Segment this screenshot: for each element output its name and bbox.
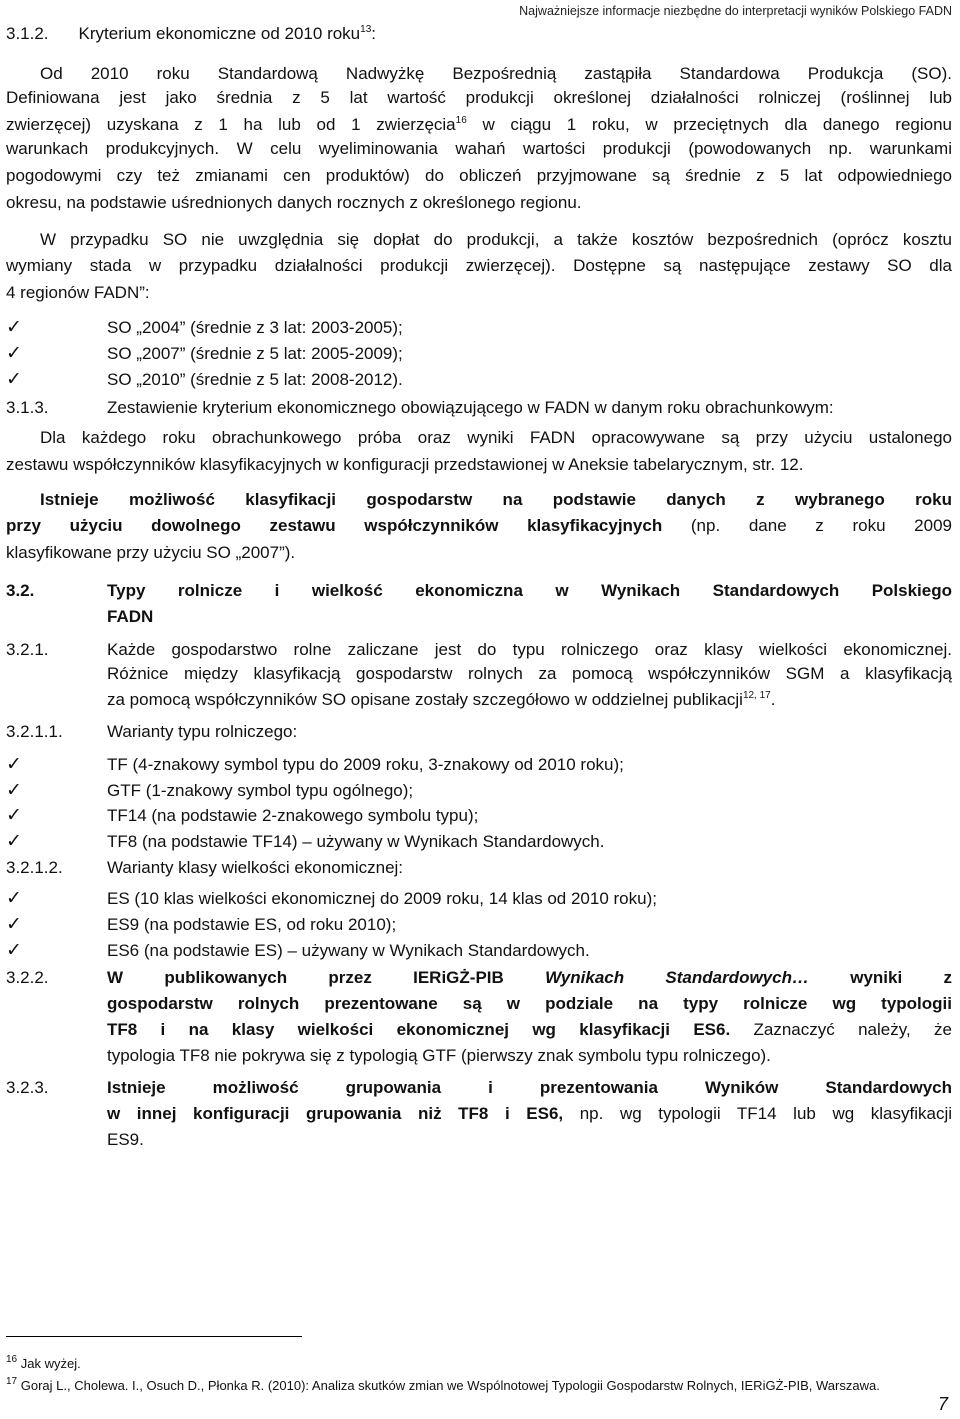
paragraph-line: Istnieje możliwość klasyfikacji gospodarstw na podstawie danych z wybranego roku	[40, 490, 952, 509]
section-title: Warianty klasy wielkości ekonomicznej:	[107, 858, 404, 877]
paragraph-line: warunkach produkcyjnych. W celu wyeliminowania wahań wartości produkcji (powodowanych np. warunkami	[6, 139, 952, 158]
checkmark-icon: ✓	[6, 804, 22, 826]
checkmark-icon: ✓	[6, 913, 22, 935]
list-item: TF (4-znakowy symbol typu do 2009 roku, 3-znakowy od 2010 roku);	[107, 755, 624, 774]
checkmark-icon: ✓	[6, 779, 22, 801]
paragraph-line: gospodarstw rolnych prezentowane są w podziale na typy rolnicze wg typologii	[107, 994, 952, 1013]
running-header: Najważniejsze informacje niezbędne do interpretacji wyników Polskiego FADN	[519, 4, 952, 18]
paragraph-line: wymiany stada w przypadku działalności produkcji zwierzęcej). Dostępne są następujące zestawy SO dla	[6, 256, 952, 275]
paragraph-line: za pomocą współczynników SO opisane zostały szczegółowo w oddzielnej publikacji$^{12, 17}$.	[107, 690, 776, 709]
list-item: SO „2004” (średnie z 3 lat: 2003-2005);	[107, 318, 403, 337]
paragraph-line: zwierzęcej) uzyskana z 1 ha lub od 1 zwierzęcia$^{16}$ w ciągu 1 roku, w przeciętnych dla danego regionu	[6, 115, 952, 134]
paragraph-line: W publikowanych przez IERiGŻ-PIB Wynikach Standardowych… wyniki z	[107, 968, 952, 987]
paragraph-line: Definiowana jest jako średnia z 5 lat wartość produkcji określonej działalności rolniczej (roślinnej lub	[6, 88, 952, 107]
list-item: ES6 (na podstawie ES) – używany w Wynikach Standardowych.	[107, 941, 590, 960]
paragraph-line: 4 regionów FADN”:	[6, 283, 150, 302]
footnote-number: 17	[6, 1376, 18, 1387]
footnote-ref: 13	[360, 24, 372, 35]
section-number: 3.2.3.	[6, 1078, 49, 1097]
section-title: Typy rolnicze i wielkość ekonomiczna w Wynikach Standardowych Polskiego	[107, 581, 952, 600]
section-title: Kryterium ekonomiczne od 2010 roku	[78, 24, 361, 43]
paragraph-line: typologia TF8 nie pokrywa się z typologią GTF (pierwszy znak symbolu typu rolniczego).	[107, 1046, 771, 1065]
list-item: TF8 (na podstawie TF14) – używany w Wynikach Standardowych.	[107, 832, 605, 851]
footnote-ref: 16	[455, 115, 467, 126]
footnote-ref: 12, 17	[742, 690, 771, 701]
paragraph-line: ES9.	[107, 1130, 144, 1149]
paragraph-line: Dla każdego roku obrachunkowego próba oraz wyniki FADN opracowywane są przy użyciu ustalonego	[40, 428, 952, 447]
paragraph-line: Każde gospodarstwo rolne zaliczane jest do typu rolniczego oraz klasy wielkości ekonomicznej.	[107, 640, 952, 659]
list-item: GTF (1-znakowy symbol typu ogólnego);	[107, 781, 414, 800]
section-number: 3.1.3.	[6, 398, 49, 417]
paragraph-line: zestawu współczynników klasyfikacyjnych w konfiguracji przedstawionej w Aneksie tabelarycznym, str. 12.	[6, 455, 804, 474]
section-number: 3.2.	[6, 581, 35, 600]
paragraph-line: okresu, na podstawie uśrednionych danych rocznych z określonego regionu.	[6, 193, 582, 212]
page-number: 7	[937, 1394, 948, 1414]
section-title: Warianty typu rolniczego:	[107, 722, 298, 741]
checkmark-icon: ✓	[6, 830, 22, 852]
footnote: $^{17}$ Goraj L., Cholewa. I., Osuch D., Płonka R. (2010): Analiza skutków zmian we Wspólnotowej Typologii Gospodarstw Rolnych, IERiGŻ-PIB, Warszawa.	[6, 1376, 880, 1393]
list-item: ES (10 klas wielkości ekonomicznej do 2009 roku, 14 klas od 2010 roku);	[107, 889, 657, 908]
footnote-number: 16	[6, 1354, 18, 1365]
section-number: 3.1.2.	[6, 24, 49, 43]
section-number: 3.2.1.2.	[6, 858, 63, 877]
paragraph-line: W przypadku SO nie uwzględnia się dopłat do produkcji, a także kosztów bezpośrednich (oprócz kosztu	[40, 230, 952, 249]
section-number: 3.2.2.	[6, 968, 49, 987]
checkmark-icon: ✓	[6, 316, 22, 338]
checkmark-icon: ✓	[6, 342, 22, 364]
paragraph-line: TF8 i na klasy wielkości ekonomicznej wg klasyfikacji ES6. Zaznaczyć należy, że	[107, 1020, 952, 1039]
section-3-1-2-heading: 3.1.2. Kryterium ekonomiczne od 2010 roku$^{13}$:	[6, 24, 376, 43]
section-number: 3.2.1.	[6, 640, 49, 659]
list-item: SO „2010” (średnie z 5 lat: 2008-2012).	[107, 370, 403, 389]
section-number: 3.2.1.1.	[6, 722, 63, 741]
footnote-separator	[6, 1336, 302, 1337]
paragraph-line: Od 2010 roku Standardową Nadwyżkę Bezpośrednią zastąpiła Standardowa Produkcja (SO).	[40, 64, 952, 83]
paragraph-line: Różnice między klasyfikacją gospodarstw rolnych za pomocą współczynników SGM a klasyfikacją	[107, 664, 952, 683]
checkmark-icon: ✓	[6, 368, 22, 390]
paragraph-line: przy użyciu dowolnego zestawu współczynników klasyfikacyjnych (np. dane z roku 2009	[6, 516, 952, 535]
checkmark-icon: ✓	[6, 939, 22, 961]
list-item: SO „2007” (średnie z 5 lat: 2005-2009);	[107, 344, 403, 363]
paragraph-line: w innej konfiguracji grupowania niż TF8 i ES6, np. wg typologii TF14 lub wg klasyfikacji	[107, 1104, 952, 1123]
list-item: ES9 (na podstawie ES, od roku 2010);	[107, 915, 397, 934]
paragraph-line: pogodowymi czy też zmianami cen produktów) do obliczeń przyjmowane są średnie z 5 lat odpowiedniego	[6, 166, 952, 185]
section-title: Zestawienie kryterium ekonomicznego obowiązującego w FADN w danym roku obrachunkowym:	[107, 398, 834, 417]
section-title: FADN	[107, 607, 154, 626]
list-item: TF14 (na podstawie 2-znakowego symbolu typu);	[107, 806, 479, 825]
footnote: $^{16}$ Jak wyżej.	[6, 1354, 81, 1371]
checkmark-icon: ✓	[6, 753, 22, 775]
paragraph-line: klasyfikowane przy użyciu SO „2007”).	[6, 543, 296, 562]
checkmark-icon: ✓	[6, 887, 22, 909]
paragraph-line: Istnieje możliwość grupowania i prezentowania Wyników Standardowych	[107, 1078, 952, 1097]
